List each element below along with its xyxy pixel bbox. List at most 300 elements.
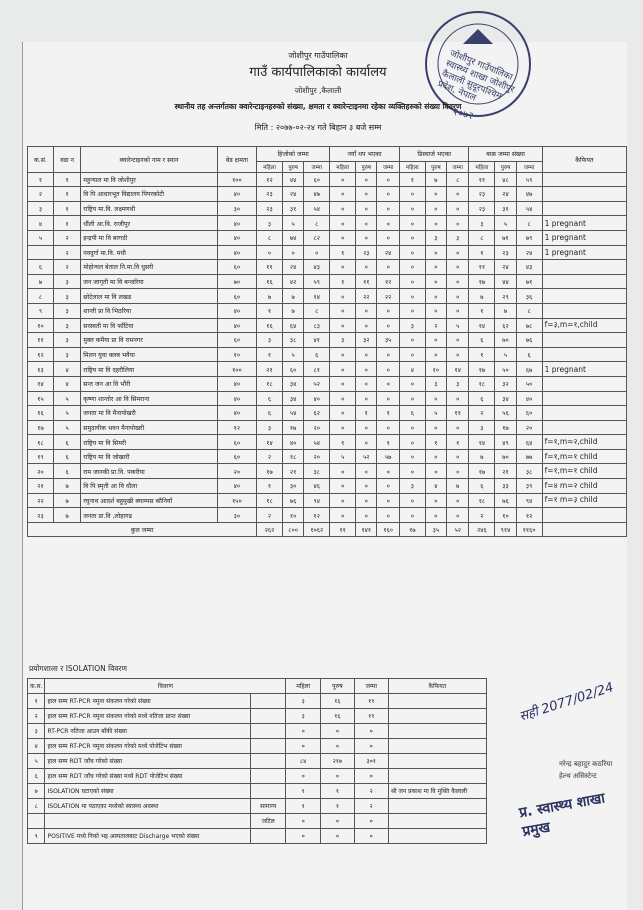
table-cell: २ [53, 245, 80, 260]
table-cell: ० [425, 289, 446, 304]
table-cell: २१ [282, 464, 303, 479]
table-cell: ० [356, 187, 377, 202]
quarantine-name-cell: सन्त जन आ वि भौंरी [81, 376, 217, 391]
quarantine-name-cell: धौंली आ.वि. राजीपुर [81, 216, 217, 231]
table-cell: ८१ [304, 362, 330, 377]
table-cell: ० [425, 493, 446, 508]
table-cell: ० [356, 230, 377, 245]
table-cell: ९ [28, 303, 54, 318]
table-cell: १ [330, 274, 356, 289]
quarantine-name-cell: मुक्त कमैया प्रा वि रामनगर [81, 333, 217, 348]
table-row [28, 449, 627, 464]
iso-cell: १ [286, 799, 321, 814]
table-cell: ४८ [495, 172, 516, 187]
table-cell: ३१ [495, 201, 516, 216]
signatory-name: नरेन्द्र बहादुर कठरिया [559, 760, 613, 768]
table-cell: ६० [217, 435, 256, 450]
table-cell: ४ [399, 362, 425, 377]
table-cell: ४७ [516, 187, 542, 202]
table-cell: ४३ [516, 260, 542, 275]
table-cell: २३ [356, 245, 377, 260]
table-cell: ० [425, 216, 446, 231]
col-remarks: कैफियत [542, 147, 626, 173]
table-cell: १ [53, 201, 80, 216]
table-cell: ७ [53, 508, 80, 523]
table-cell: ० [425, 347, 446, 362]
iso-cell [388, 709, 486, 724]
col-name: क्वारेन्टाइनको नाम र स्थान [81, 147, 217, 173]
table-cell: ० [356, 201, 377, 216]
col-sn: क.सं. [28, 147, 54, 173]
header-date: मिति : २०७७-०२-२४ गते बिहान ३ बजे सम्म [254, 123, 382, 132]
table-cell: ५४ [304, 201, 330, 216]
table-row [28, 493, 627, 508]
quarantine-name-cell: वि पि स्मृती आ वि धौला [81, 479, 217, 494]
col-group-yesterday: हिजोको जम्मा [257, 147, 330, 162]
iso-cell: ० [321, 769, 355, 784]
table-cell: ० [425, 508, 446, 523]
table-cell: ३ [257, 333, 283, 348]
iso-cell: १६ [321, 709, 355, 724]
header-location: जोशीपुर ,कैलाली [294, 86, 342, 95]
quarantine-name-cell: राष्ट्रिय मा वि दहरौलिया [81, 362, 217, 377]
table-cell: २९ [495, 289, 516, 304]
table-cell: ० [425, 303, 446, 318]
iso-cell: ० [286, 724, 321, 739]
quarantine-name-cell: वि पि आधारभूत विद्यालय पिपरकोटी [81, 187, 217, 202]
table-cell: ० [399, 289, 425, 304]
table-cell: १ [53, 172, 80, 187]
table-cell: ५ [282, 347, 303, 362]
iso-cell: २ [354, 784, 388, 799]
table-cell: १७ [469, 464, 495, 479]
table-cell: ० [356, 479, 377, 494]
quarantine-name-cell: छोटेलाल मा वि लखड [81, 289, 217, 304]
iso-row [28, 739, 487, 754]
table-cell: ३ [469, 420, 495, 435]
remarks-cell: 1 pregnant [542, 362, 626, 377]
iso-cell [388, 724, 486, 739]
table-cell: ८ [28, 289, 54, 304]
table-cell: ० [356, 508, 377, 523]
remarks-cell [542, 274, 626, 289]
iso-cell: ३ [28, 724, 45, 739]
table-cell: ४ [425, 479, 446, 494]
table-cell: ७ [469, 449, 495, 464]
iso-cell [388, 769, 486, 784]
table-cell: ० [356, 376, 377, 391]
table-cell: ० [330, 464, 356, 479]
iso-cell: ८ [28, 799, 45, 814]
table-cell: ६ [257, 391, 283, 406]
table-row [28, 318, 627, 333]
table-cell: ४ [28, 216, 54, 231]
table-cell: १२ [516, 508, 542, 523]
table-cell: ३ [53, 347, 80, 362]
table-cell: १ [425, 435, 446, 450]
table-cell: ० [330, 391, 356, 406]
table-cell: ० [447, 201, 469, 216]
table-cell: ० [257, 245, 283, 260]
table-cell: २४ [282, 187, 303, 202]
iso-cell: १९ [354, 694, 388, 709]
table-cell: ६ [469, 333, 495, 348]
table-cell: ० [377, 187, 399, 202]
iso-cell: ० [286, 739, 321, 754]
iso-cell: १ [28, 694, 45, 709]
quarantine-name-cell: राम जानकी प्रा.वि. पकरीया [81, 464, 217, 479]
table-cell: ० [399, 420, 425, 435]
table-cell: ० [399, 376, 425, 391]
table-cell: ० [399, 260, 425, 275]
remarks-cell [542, 172, 626, 187]
iso-cell [388, 814, 486, 829]
table-row [28, 260, 627, 275]
stamp-year: २०७२ [451, 106, 475, 123]
table-cell: ५ [330, 449, 356, 464]
iso-cell: ० [286, 829, 321, 844]
table-cell: ११ [447, 406, 469, 421]
table-cell: ७ [425, 172, 446, 187]
iso-cell: ३ [286, 709, 321, 724]
iso-cell [28, 814, 45, 829]
table-cell: ६ [53, 464, 80, 479]
table-cell: ० [447, 289, 469, 304]
table-cell: २ [257, 508, 283, 523]
table-cell: १० [495, 508, 516, 523]
table-cell: १ [53, 216, 80, 231]
header-subject: स्थानीय तह अन्तर्गतका क्वारेन्टाइनहरुको संख्या, क्षमता र क्वारेन्टाइनमा रहेका व्यक्तिहरुको संख्या विवरण [174, 102, 462, 111]
table-cell: ८२ [304, 230, 330, 245]
col-group-discharged: डिस्चार्ज भएका [399, 147, 469, 162]
table-cell: ७० [495, 449, 516, 464]
table-cell: ० [304, 245, 330, 260]
table-cell: ० [425, 449, 446, 464]
table-cell: २ [469, 508, 495, 523]
table-cell: ५ [53, 406, 80, 421]
table-cell: ० [447, 260, 469, 275]
table-cell: ० [399, 245, 425, 260]
table-cell: १ [257, 303, 283, 318]
subheader-cell: पुरुष [425, 161, 446, 172]
remarks-cell: 1 pregnant [542, 245, 626, 260]
table-cell: ० [330, 230, 356, 245]
table-cell: ११ [28, 333, 54, 348]
table-cell: ० [447, 391, 469, 406]
table-cell: ५ [282, 216, 303, 231]
table-cell: ० [425, 464, 446, 479]
table-cell: ६० [217, 260, 256, 275]
table-cell: १८ [469, 493, 495, 508]
iso-cell [251, 694, 286, 709]
table-cell: १७ [469, 362, 495, 377]
table-cell: ० [330, 260, 356, 275]
iso-cell: ० [354, 769, 388, 784]
table-cell: ४३ [304, 260, 330, 275]
table-cell: ३२ [495, 376, 516, 391]
table-cell: ६० [217, 289, 256, 304]
iso-cell: जटिल [251, 814, 286, 829]
iso-cell: १ [321, 784, 355, 799]
table-cell: ४७ [304, 187, 330, 202]
health-chief-stamp: प्र. स्वास्थ्य शाखा प्रमुख [517, 790, 607, 841]
table-cell: १८ [28, 435, 54, 450]
table-cell: ० [330, 420, 356, 435]
quarantine-name-cell: जनता प्रा.वि ,लोहागढ [81, 508, 217, 523]
table-cell: २ [53, 260, 80, 275]
remarks-cell [542, 303, 626, 318]
table-cell: ० [425, 420, 446, 435]
iso-cell: ३ [286, 694, 321, 709]
table-cell: ७४ [282, 230, 303, 245]
table-cell: ० [377, 260, 399, 275]
table-cell: १०० [217, 362, 256, 377]
table-cell: २१ [257, 362, 283, 377]
table-cell: ७ [469, 289, 495, 304]
table-cell: ० [356, 260, 377, 275]
table-cell: ० [399, 216, 425, 231]
table-cell: ९४ [304, 493, 330, 508]
table-cell: ० [377, 230, 399, 245]
table-cell: ० [425, 260, 446, 275]
table-cell: ७ [53, 479, 80, 494]
table-cell: ५९ [304, 274, 330, 289]
table-cell: ६० [304, 172, 330, 187]
table-cell: २ [469, 406, 495, 421]
table-cell: ० [399, 449, 425, 464]
table-cell: ५२ [356, 449, 377, 464]
table-row [28, 201, 627, 216]
table-cell: ४० [217, 216, 256, 231]
table-cell: ७ [447, 479, 469, 494]
table-cell: १७ [282, 420, 303, 435]
table-cell: ५४ [282, 406, 303, 421]
table-cell: १७ [28, 420, 54, 435]
table-cell: ६४ [516, 435, 542, 450]
quarantine-name-cell: महुन्याल मा वि जोशीपुर [81, 172, 217, 187]
iso-desc-cell: हाल सम्म RDT जाँच गरेको संख्या मध्ये RDT पोजेटिभ संख्या [45, 769, 251, 784]
table-cell: १६ [257, 318, 283, 333]
table-cell: ५ [495, 216, 516, 231]
table-cell: ० [377, 391, 399, 406]
iso-cell: २ [28, 709, 45, 724]
total-cell: ११ [330, 522, 356, 536]
table-cell: ० [377, 303, 399, 318]
table-cell: ८३ [304, 318, 330, 333]
iso-cell: ० [354, 814, 388, 829]
total-cell: ९१४ [495, 522, 516, 536]
stamp-text: जोशीपुर गाउँपालिका स्वास्थ्य शाखा जोशीपुर कैलाली सुदूरपश्चिम प्रदेश, नेपाल [436, 48, 516, 104]
iso-cell: ० [354, 739, 388, 754]
iso-row [28, 814, 487, 829]
table-cell: ० [356, 435, 377, 450]
table-cell: ६ [304, 347, 330, 362]
isolation-table [27, 678, 487, 844]
table-cell: १ [469, 303, 495, 318]
table-cell: ० [399, 230, 425, 245]
iso-row [28, 724, 487, 739]
table-cell: ७६ [495, 493, 516, 508]
iso-cell: ० [354, 724, 388, 739]
iso-desc-cell: ISOLATION घटाएको संख्या [45, 784, 251, 799]
iso-cell [388, 799, 486, 814]
table-cell: ० [330, 493, 356, 508]
table-cell: ० [399, 435, 425, 450]
quarantine-name-cell: सरस्वती मा वि फाँटिया [81, 318, 217, 333]
table-row [28, 435, 627, 450]
table-cell: १ [356, 406, 377, 421]
total-cell: २६२ [257, 522, 283, 536]
table-cell: २ [425, 318, 446, 333]
document-sheet [22, 42, 627, 910]
table-cell: ४० [217, 391, 256, 406]
signature-scribble: सही 2077/02/24 [517, 680, 616, 725]
table-cell: ० [356, 391, 377, 406]
table-cell: १० [425, 362, 446, 377]
table-cell: ० [330, 201, 356, 216]
col-capacity: बेड क्षमता [217, 147, 256, 173]
table-cell: ० [356, 216, 377, 231]
table-cell: २ [257, 449, 283, 464]
header-title: गाउँ कार्यपालिकाको कार्यालय [249, 65, 387, 80]
table-cell: ० [425, 201, 446, 216]
table-cell: ४० [217, 318, 256, 333]
iso-header-cell: विवरण [45, 679, 286, 694]
table-cell: ३१ [282, 201, 303, 216]
iso-header-cell: जम्मा [354, 679, 388, 694]
table-cell: ७ [282, 303, 303, 318]
subheader-cell: जम्मा [304, 161, 330, 172]
table-cell: २४ [377, 245, 399, 260]
table-cell: ६० [217, 333, 256, 348]
table-cell: २० [516, 420, 542, 435]
total-cell: १४१ [356, 522, 377, 536]
table-cell: ० [399, 303, 425, 318]
table-row [28, 172, 627, 187]
table-cell: ० [377, 201, 399, 216]
table-cell: ६ [516, 347, 542, 362]
table-cell: २० [304, 449, 330, 464]
table-cell: ३ [53, 274, 80, 289]
table-cell: ४० [217, 406, 256, 421]
table-cell: ० [356, 318, 377, 333]
table-cell: ९४ [516, 493, 542, 508]
table-cell: ८ [257, 230, 283, 245]
table-cell: २ [28, 187, 54, 202]
quarantine-name-cell: राष्ट्रिय मा.वि. लक्ष्मणथी [81, 201, 217, 216]
table-cell: ० [377, 479, 399, 494]
table-cell: ३० [217, 201, 256, 216]
table-cell: ० [399, 187, 425, 202]
table-cell: २ [53, 230, 80, 245]
table-row [28, 216, 627, 231]
table-cell: ० [399, 391, 425, 406]
subheader-cell: जम्मा [516, 161, 542, 172]
table-cell: २४ [516, 245, 542, 260]
table-cell: ० [330, 376, 356, 391]
iso-cell: श्री जन प्रकाश मा वि मुक्ति कैलाली [388, 784, 486, 799]
table-cell: ७ [53, 493, 80, 508]
table-cell: १५ [28, 391, 54, 406]
iso-row [28, 769, 487, 784]
table-cell: ५४ [516, 201, 542, 216]
quarantine-name-cell: राष्ट्रिय मा वि सिमरी [81, 435, 217, 450]
iso-desc-cell: POSITIVE मध्ये निको भइ अस्पतालबाट Discharge भएको संख्या [45, 829, 251, 844]
table-cell: ० [330, 362, 356, 377]
table-cell: ६० [282, 362, 303, 377]
table-cell: ७१ [495, 230, 516, 245]
table-cell: ६२ [495, 318, 516, 333]
table-cell: २३ [257, 201, 283, 216]
table-cell: ६ [28, 260, 54, 275]
table-row [28, 347, 627, 362]
table-cell: ६० [217, 449, 256, 464]
table-cell: ७९ [516, 230, 542, 245]
iso-cell: ९ [28, 829, 45, 844]
table-cell: ४६ [304, 479, 330, 494]
table-cell: ० [330, 187, 356, 202]
table-cell: १४ [469, 435, 495, 450]
table-cell: ० [356, 303, 377, 318]
table-cell: ५ [53, 391, 80, 406]
table-cell: ० [447, 508, 469, 523]
table-cell: ६७ [516, 362, 542, 377]
table-cell: ११ [469, 172, 495, 187]
table-cell: ० [356, 464, 377, 479]
subheader-cell: पुरुष [356, 161, 377, 172]
table-cell: १५० [217, 493, 256, 508]
table-cell: ५ [495, 347, 516, 362]
table-cell: ५२ [304, 376, 330, 391]
quarantine-name-cell: जन जागृती मा वि बन्जरिया [81, 274, 217, 289]
table-cell: ५ [425, 406, 446, 421]
table-cell: ० [399, 274, 425, 289]
table-cell: ५ [28, 230, 54, 245]
table-cell: ८ [304, 216, 330, 231]
table-cell: ० [447, 347, 469, 362]
subheader-cell: महिला [330, 161, 356, 172]
table-cell: ७ [257, 289, 283, 304]
table-cell: १० [28, 318, 54, 333]
table-cell: ३८ [282, 333, 303, 348]
table-row [28, 464, 627, 479]
table-cell: ० [330, 303, 356, 318]
quarantine-name-cell: मोहोन्यल बेताल नि.मा.वि धुसरी [81, 260, 217, 275]
remarks-cell [542, 420, 626, 435]
table-cell: ११ [356, 274, 377, 289]
quarantine-table [27, 146, 627, 537]
total-cell: १०६२ [304, 522, 330, 536]
table-cell: १ [53, 187, 80, 202]
table-cell: ० [377, 216, 399, 231]
table-cell: ० [425, 245, 446, 260]
table-cell: ० [447, 187, 469, 202]
iso-cell: ० [321, 814, 355, 829]
table-cell: १७ [469, 274, 495, 289]
table-cell: ० [447, 449, 469, 464]
iso-cell [388, 694, 486, 709]
table-cell: १७ [495, 420, 516, 435]
table-cell: २१ [28, 479, 54, 494]
subheader-cell: महिला [257, 161, 283, 172]
remarks-cell [542, 376, 626, 391]
table-cell: ४४ [495, 274, 516, 289]
subheader-cell: जम्मा [377, 161, 399, 172]
table-cell: ० [425, 187, 446, 202]
table-cell: ० [447, 245, 469, 260]
table-cell: ३४ [495, 391, 516, 406]
table-cell: ० [377, 362, 399, 377]
